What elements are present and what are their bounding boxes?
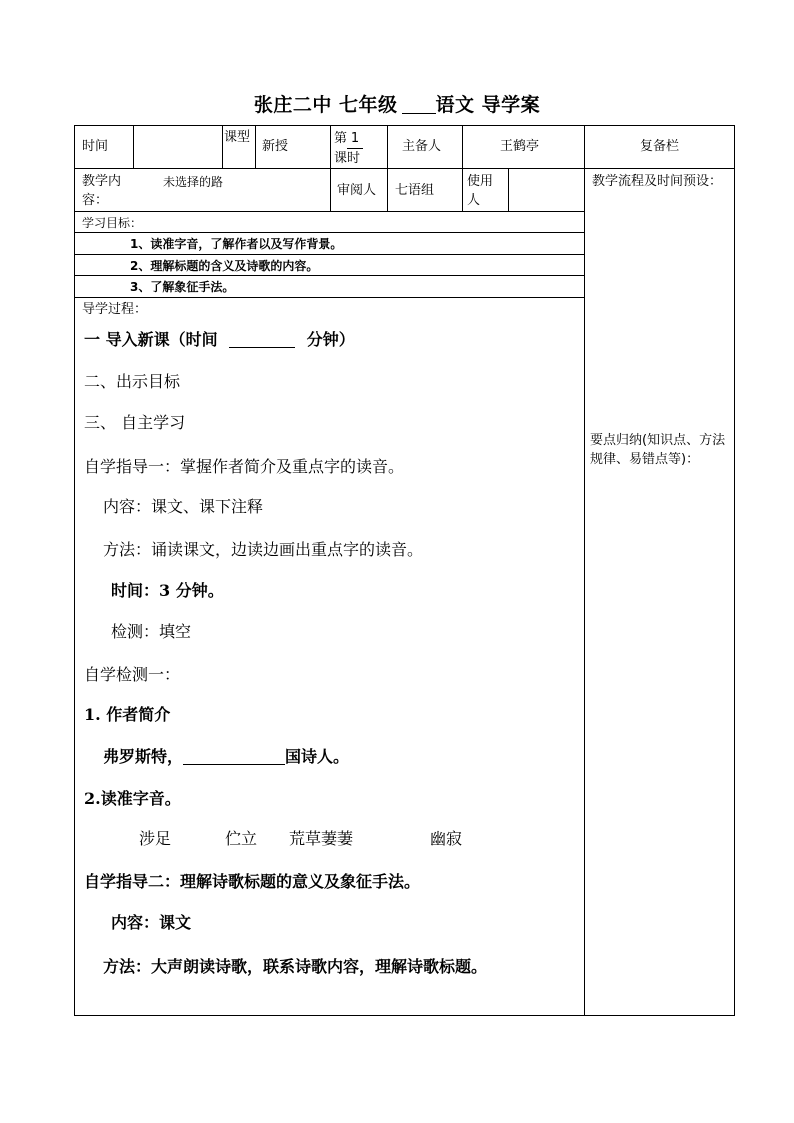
r2-div-user	[462, 126, 463, 211]
preparer-name: 王鹤亭	[500, 139, 540, 154]
word-1: 涉足	[139, 829, 172, 848]
section-goals: 二、出示目标	[84, 372, 181, 391]
guide2-title: 自学指导二：理解诗歌标题的意义及象征手法。	[84, 872, 421, 891]
lesson-type-label: 课型	[224, 130, 251, 145]
word-4: 幽寂	[430, 829, 463, 848]
reviewer-value: 七语组	[395, 183, 435, 198]
guide1-time: 时间：3 分钟。	[111, 581, 224, 600]
review-column-divider	[584, 126, 585, 1015]
check1-q1: 1. 作者简介	[84, 705, 171, 724]
word-3: 荒草萋萋	[289, 829, 354, 848]
lesson-prefix: 第	[334, 131, 348, 146]
title-school-grade: 张庄二中 七年级	[253, 94, 398, 116]
title-subject: 语文 导学案	[435, 94, 541, 116]
lesson-table	[74, 125, 735, 1016]
r2-div-user-value	[508, 169, 509, 211]
teaching-content-label: 教学内容：	[82, 174, 122, 208]
guide2-content: 内容：课文	[111, 913, 192, 932]
lesson-suffix: 课时	[334, 151, 361, 166]
r1-div4	[330, 126, 331, 211]
reviewer-label: 审阅人	[337, 183, 377, 198]
lesson-type-value: 新授	[262, 139, 289, 154]
guide1-check: 检测：填空	[111, 622, 192, 641]
lesson-number-cell	[334, 129, 363, 168]
section-intro-text: 一 导入新课（时间	[84, 330, 218, 349]
guide2-method: 方法：大声朗读诗歌，联系诗歌内容，理解诗歌标题。	[103, 957, 488, 976]
section-intro-minutes: 分钟）	[306, 330, 355, 349]
review-column-label: 复备栏	[640, 139, 680, 154]
teaching-flow-label: 教学流程及时间预设：	[592, 174, 723, 189]
goal-item-1: 1、读准字音，了解作者以及写作背景。	[130, 237, 343, 251]
section-intro	[84, 329, 355, 351]
goal1-line	[75, 254, 584, 255]
goals-label: 学习目标：	[82, 216, 143, 230]
goal-item-2: 2、理解标题的含义及诗歌的内容。	[130, 259, 319, 273]
preparer-label: 主备人	[402, 139, 442, 154]
poet-suffix: 国诗人。	[285, 747, 350, 766]
r1-div2	[222, 126, 223, 168]
r1-div3	[255, 126, 256, 168]
guide1-content: 内容：课文、课下注释	[103, 497, 264, 516]
section-self-study: 三、 自主学习	[84, 413, 186, 432]
check1-q2: 2.读准字音。	[84, 789, 181, 808]
guide1-method: 方法：诵读课文，边读边画出重点字的读音。	[103, 540, 424, 559]
nationality-blank	[183, 748, 285, 765]
section-intro-blank	[229, 331, 295, 348]
r1-div1	[133, 126, 134, 168]
goal-label-line	[75, 232, 584, 233]
row2-bottom-line	[75, 211, 584, 212]
teaching-content-value: 未选择的路	[163, 175, 224, 189]
goal-item-3: 3、了解象征手法。	[130, 280, 235, 294]
time-label: 时间	[82, 139, 109, 154]
lesson-number: 1	[347, 129, 363, 149]
title-blank	[402, 94, 436, 114]
goal2-line	[75, 275, 584, 276]
author-name: 弗罗斯特，	[103, 747, 184, 766]
goal3-line	[75, 297, 584, 298]
user-label: 使用人	[467, 174, 494, 208]
r1-div5	[387, 126, 388, 211]
document-title	[0, 90, 794, 117]
key-points-label: 要点归纳(知识点、方法规律、易错点等)：	[590, 433, 726, 467]
check1-q1-fill	[103, 746, 349, 768]
row1-bottom-line	[75, 168, 734, 169]
process-label: 导学过程：	[82, 302, 148, 317]
word-2: 伫立	[225, 829, 258, 848]
check1-title: 自学检测一：	[84, 665, 181, 684]
guide1-title: 自学指导一：掌握作者简介及重点字的读音。	[84, 457, 405, 476]
